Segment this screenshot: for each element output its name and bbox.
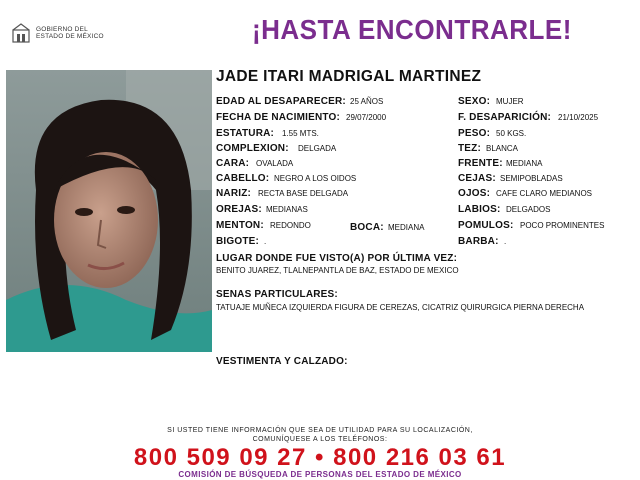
cejas-label: CEJAS: <box>458 173 496 184</box>
bigote-value: . <box>264 237 267 246</box>
lugar-value: BENITO JUAREZ, TLALNEPANTLA DE BAZ, ESTADO DE MEXICO <box>216 266 459 275</box>
desaparicion-value: 21/10/2025 <box>558 113 599 122</box>
ojos-value: CAFE CLARO MEDIANOS <box>496 189 593 198</box>
bigote-label: BIGOTE: <box>216 236 260 247</box>
footer-note-line-1: SI USTED TIENE INFORMACIÓN QUE SEA DE UTILIDAD PARA SU LOCALIZACIÓN, <box>167 427 473 434</box>
complexion-value: DELGADA <box>298 144 337 153</box>
barba-value: . <box>504 237 507 246</box>
cejas-value: SEMIPOBLADAS <box>500 174 563 183</box>
orejas-label: OREJAS: <box>216 204 262 215</box>
menton-value: REDONDO <box>270 221 311 230</box>
tez-value: BLANCA <box>486 144 519 153</box>
headline: ¡HASTA ENCONTRARLE! <box>252 14 572 45</box>
barba-label: BARBA: <box>458 236 499 247</box>
senas-value: TATUAJE MUÑECA IZQUIERDA FIGURA DE CEREZAS, CICATRIZ QUIRURGICA PIERNA DERECHA <box>216 303 585 312</box>
portrait-image <box>6 70 212 352</box>
estatura-label: ESTATURA: <box>216 128 275 139</box>
logo-line-2: ESTADO DE MÉXICO <box>36 33 104 40</box>
edad-value: 25 AÑOS <box>350 97 384 106</box>
boca-label: BOCA: <box>350 222 384 233</box>
pomulos-label: POMULOS: <box>458 220 514 231</box>
labios-label: LABIOS: <box>458 204 501 215</box>
nariz-value: RECTA BASE DELGADA <box>258 189 349 198</box>
nacimiento-value: 29/07/2000 <box>346 113 387 122</box>
peso-label: PESO: <box>458 128 491 139</box>
edad-label: EDAD AL DESAPARECER: <box>216 96 346 107</box>
sexo-value: MUJER <box>496 97 524 106</box>
vestimenta-label: VESTIMENTA Y CALZADO: <box>216 356 348 367</box>
nacimiento-label: FECHA DE NACIMIENTO: <box>216 112 340 123</box>
commission-name: COMISIÓN DE BÚSQUEDA DE PERSONAS DEL ESTADO DE MÉXICO <box>178 470 462 479</box>
complexion-label: COMPLEXION: <box>216 143 289 154</box>
labios-value: DELGADOS <box>506 205 551 214</box>
boca-value: MEDIANA <box>388 223 425 232</box>
pomulos-value: POCO PROMINENTES <box>520 221 605 230</box>
nariz-label: NARIZ: <box>216 188 252 199</box>
government-logo <box>10 22 120 46</box>
estatura-value: 1.55 MTS. <box>282 129 319 138</box>
ojos-label: OJOS: <box>458 188 491 199</box>
footer-note-line-2: COMUNÍQUESE A LOS TELÉFONOS: <box>252 436 388 443</box>
phone-numbers: 800 509 09 27 • 800 216 03 61 <box>133 444 507 471</box>
cara-value: OVALADA <box>256 159 294 168</box>
desaparicion-label: F. DESAPARICIÓN: <box>458 112 552 123</box>
sexo-label: SEXO: <box>458 96 491 107</box>
lugar-label: LUGAR DONDE FUE VISTO(A) POR ÚLTIMA VEZ: <box>216 253 458 264</box>
senas-label: SENAS PARTICULARES: <box>216 289 338 300</box>
person-name: JADE ITARI MADRIGAL MARTINEZ <box>216 68 482 85</box>
peso-value: 50 KGS. <box>496 129 527 138</box>
logo-line-1: GOBIERNO DEL <box>36 26 88 33</box>
frente-label: FRENTE: <box>458 158 503 169</box>
cabello-label: CABELLO: <box>216 173 270 184</box>
person-photo <box>6 70 212 352</box>
coat-of-arms-icon <box>10 22 32 44</box>
orejas-value: MEDIANAS <box>266 205 308 214</box>
frente-value: MEDIANA <box>506 159 543 168</box>
cara-label: CARA: <box>216 158 250 169</box>
menton-label: MENTON: <box>216 220 264 231</box>
tez-label: TEZ: <box>458 143 482 154</box>
cabello-value: NEGRO A LOS OIDOS <box>274 174 357 183</box>
